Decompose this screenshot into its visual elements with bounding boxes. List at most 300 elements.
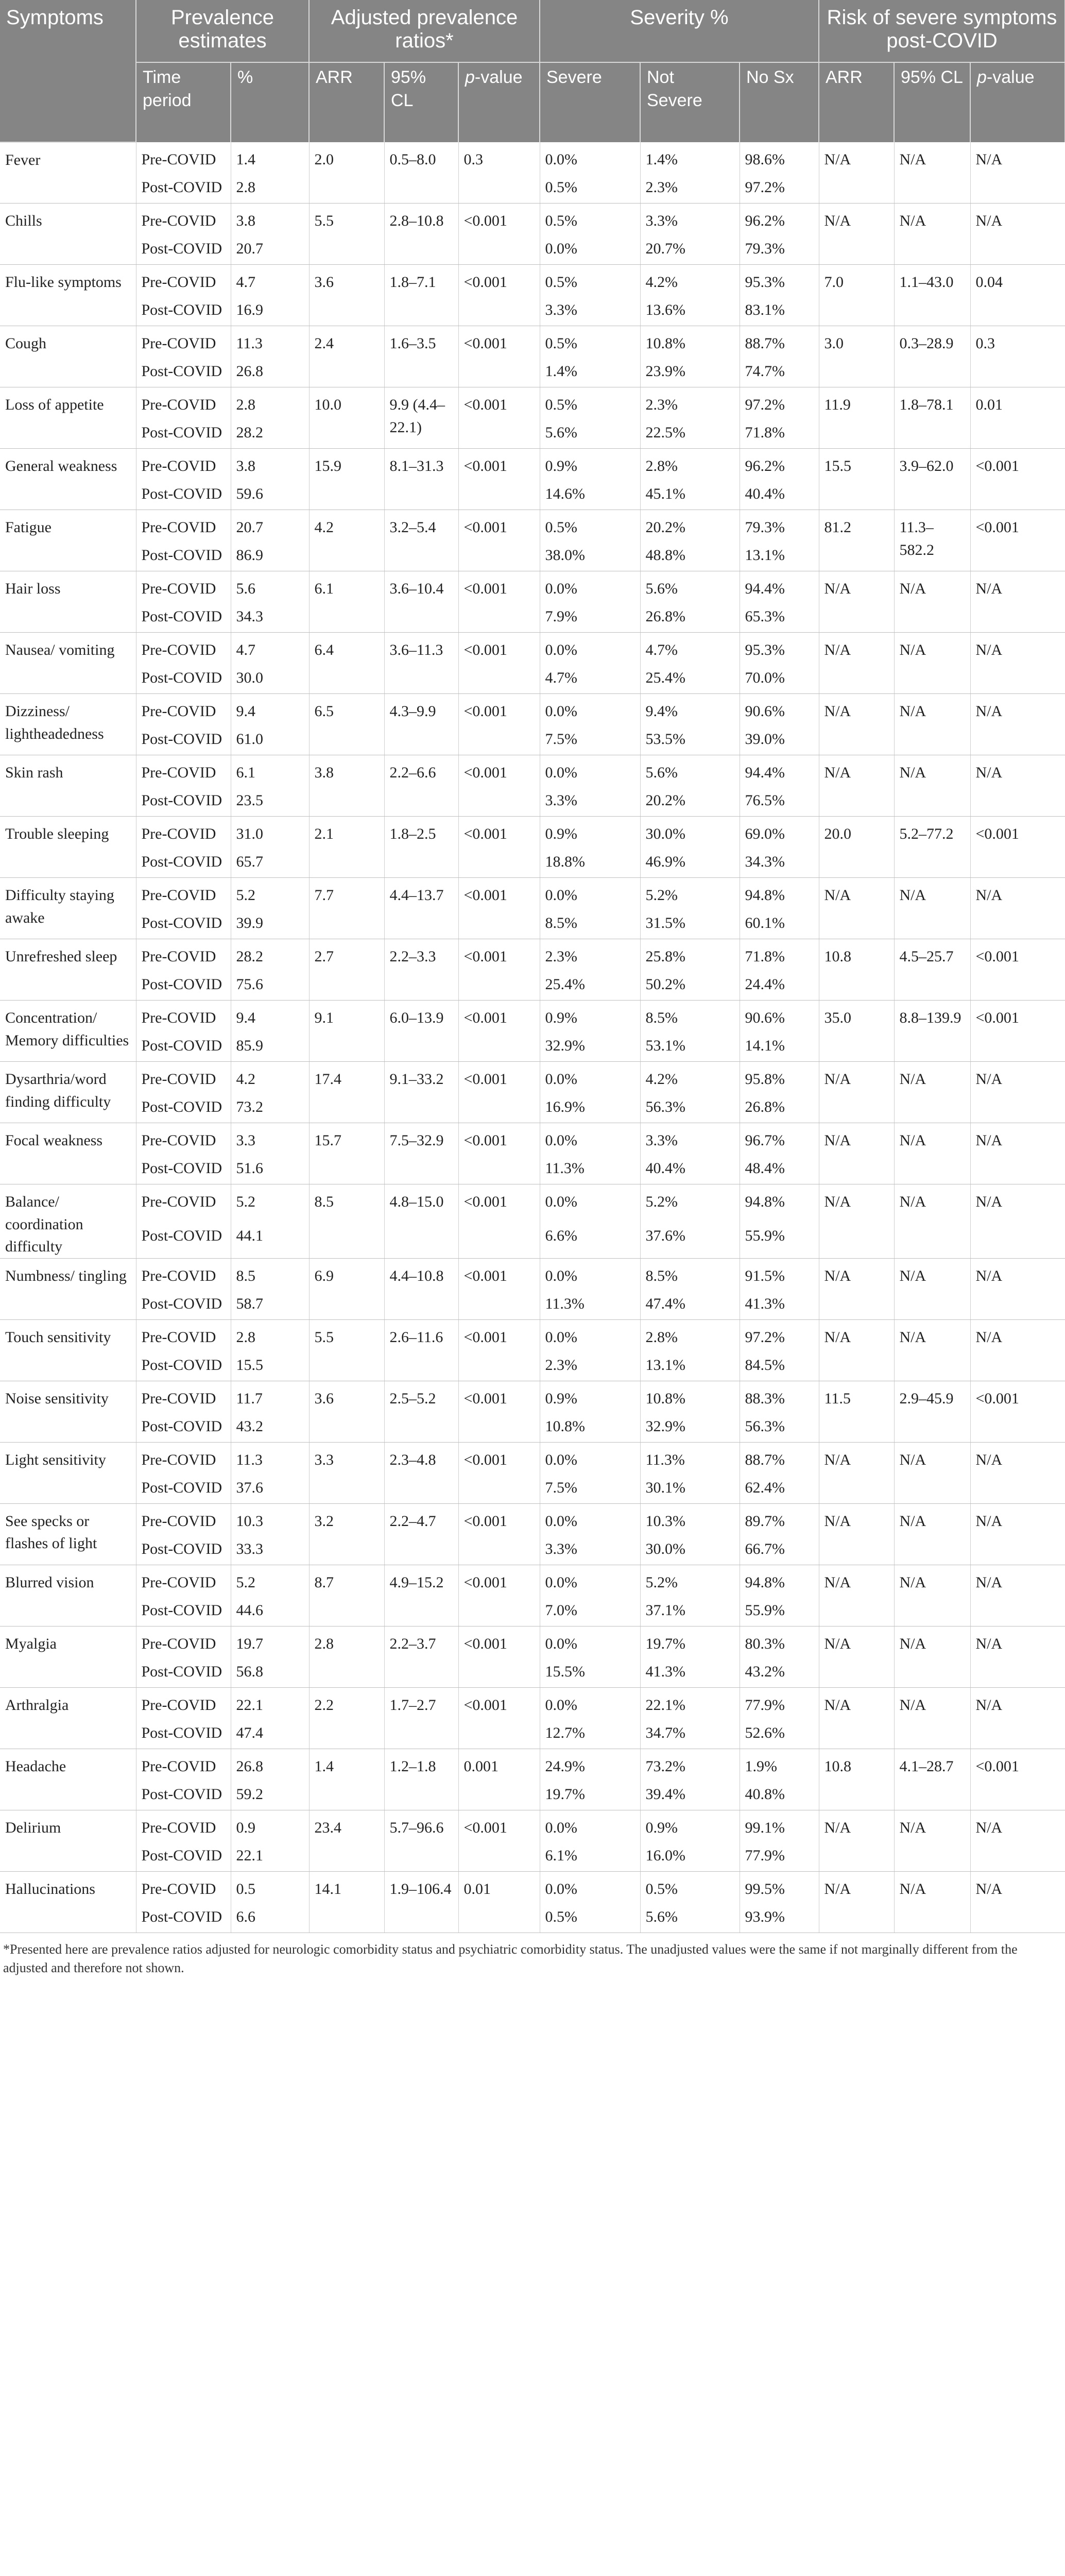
table-row <box>0 1503 1065 1535</box>
not-severe-post: 39.4% <box>640 1780 740 1810</box>
prevalence-post: 26.8 <box>231 357 309 387</box>
severe-post: 11.3% <box>540 1154 640 1184</box>
symptom-name: Difficulty staying awake <box>0 878 136 939</box>
time-period-pre: Pre-COVID <box>136 878 231 909</box>
not-severe-pre: 2.3% <box>640 387 740 419</box>
risk-confidence-limits: N/A <box>894 1626 970 1687</box>
severe-pre: 0.0% <box>540 1871 640 1903</box>
prevalence-pre: 22.1 <box>231 1687 309 1719</box>
prevalence-pre: 8.5 <box>231 1258 309 1290</box>
risk-arr: N/A <box>819 1871 894 1933</box>
prevalence-post: 51.6 <box>231 1154 309 1184</box>
no-sx-pre: 80.3% <box>740 1626 819 1657</box>
not-severe-post: 13.6% <box>640 296 740 326</box>
not-severe-pre: 8.5% <box>640 1258 740 1290</box>
header-risk-pvalue-italic: p <box>977 67 987 87</box>
adjusted-ratio: 5.5 <box>309 204 384 265</box>
risk-p-value: N/A <box>970 633 1065 694</box>
adjusted-ratio: 1.4 <box>309 1749 384 1810</box>
table-row <box>0 326 1065 358</box>
risk-p-value: N/A <box>970 1123 1065 1184</box>
time-period-pre: Pre-COVID <box>136 326 231 358</box>
risk-confidence-limits: 4.1–28.7 <box>894 1749 970 1810</box>
prevalence-pre: 0.9 <box>231 1810 309 1841</box>
symptom-name: Focal weakness <box>0 1123 136 1184</box>
p-value: <0.001 <box>458 1687 540 1749</box>
p-value: <0.001 <box>458 1810 540 1871</box>
not-severe-pre: 20.2% <box>640 510 740 541</box>
not-severe-post: 56.3% <box>640 1093 740 1123</box>
risk-arr: N/A <box>819 1687 894 1749</box>
severe-post: 32.9% <box>540 1031 640 1062</box>
risk-arr: N/A <box>819 694 894 755</box>
not-severe-post: 32.9% <box>640 1412 740 1443</box>
time-period-post: Post-COVID <box>136 418 231 449</box>
symptom-name: Hair loss <box>0 571 136 633</box>
time-period-pre: Pre-COVID <box>136 571 231 603</box>
header-adjusted-prevalence-ratios: Adjusted prevalence ratios* <box>309 0 540 62</box>
prevalence-pre: 20.7 <box>231 510 309 541</box>
risk-p-value: <0.001 <box>970 1381 1065 1442</box>
confidence-limits: 2.6–11.6 <box>384 1319 458 1381</box>
adjusted-ratio: 2.1 <box>309 817 384 878</box>
table-row <box>0 1626 1065 1657</box>
symptom-name: Skin rash <box>0 755 136 817</box>
time-period-post: Post-COVID <box>136 1903 231 1933</box>
time-period-pre: Pre-COVID <box>136 1503 231 1535</box>
risk-arr: N/A <box>819 1442 894 1503</box>
table-row <box>0 1565 1065 1596</box>
adjusted-ratio: 9.1 <box>309 1001 384 1062</box>
not-severe-pre: 4.7% <box>640 633 740 664</box>
symptom-name: Trouble sleeping <box>0 817 136 878</box>
severe-post: 6.1% <box>540 1841 640 1872</box>
no-sx-pre: 71.8% <box>740 939 819 971</box>
header-cl95: 95% CL <box>384 62 458 142</box>
no-sx-post: 56.3% <box>740 1412 819 1443</box>
symptom-name: Arthralgia <box>0 1687 136 1749</box>
p-value: <0.001 <box>458 1626 540 1687</box>
not-severe-pre: 8.5% <box>640 1001 740 1032</box>
risk-confidence-limits: 3.9–62.0 <box>894 449 970 510</box>
risk-arr: 20.0 <box>819 817 894 878</box>
severe-pre: 0.0% <box>540 571 640 603</box>
risk-p-value: <0.001 <box>970 939 1065 1001</box>
risk-arr: N/A <box>819 1258 894 1319</box>
prevalence-post: 86.9 <box>231 541 309 571</box>
not-severe-pre: 3.3% <box>640 1123 740 1155</box>
not-severe-post: 41.3% <box>640 1657 740 1688</box>
p-value: <0.001 <box>458 326 540 387</box>
prevalence-post: 15.5 <box>231 1351 309 1381</box>
time-period-post: Post-COVID <box>136 1841 231 1872</box>
confidence-limits: 3.6–11.3 <box>384 633 458 694</box>
time-period-pre: Pre-COVID <box>136 755 231 787</box>
severe-pre: 0.0% <box>540 1503 640 1535</box>
no-sx-post: 62.4% <box>740 1473 819 1504</box>
header-risk-pvalue-rest: -value <box>986 67 1035 87</box>
symptom-name: Cough <box>0 326 136 387</box>
no-sx-post: 43.2% <box>740 1657 819 1688</box>
prevalence-pre: 3.8 <box>231 449 309 480</box>
severe-post: 3.3% <box>540 786 640 817</box>
not-severe-pre: 2.8% <box>640 449 740 480</box>
no-sx-pre: 97.2% <box>740 1319 819 1351</box>
risk-arr: N/A <box>819 1319 894 1381</box>
prevalence-post: 44.1 <box>231 1222 309 1258</box>
prevalence-post: 28.2 <box>231 418 309 449</box>
severe-post: 11.3% <box>540 1290 640 1320</box>
time-period-pre: Pre-COVID <box>136 204 231 235</box>
no-sx-pre: 96.2% <box>740 204 819 235</box>
no-sx-post: 48.4% <box>740 1154 819 1184</box>
time-period-post: Post-COVID <box>136 1657 231 1688</box>
no-sx-pre: 88.7% <box>740 326 819 358</box>
adjusted-ratio: 15.9 <box>309 449 384 510</box>
prevalence-pre: 10.3 <box>231 1503 309 1535</box>
prevalence-post: 30.0 <box>231 664 309 694</box>
risk-p-value: N/A <box>970 878 1065 939</box>
time-period-pre: Pre-COVID <box>136 1749 231 1780</box>
prevalence-pre: 11.3 <box>231 1442 309 1473</box>
adjusted-ratio: 2.7 <box>309 939 384 1001</box>
not-severe-pre: 3.3% <box>640 204 740 235</box>
confidence-limits: 2.3–4.8 <box>384 1442 458 1503</box>
severe-post: 6.6% <box>540 1222 640 1258</box>
severe-post: 16.9% <box>540 1093 640 1123</box>
prevalence-post: 34.3 <box>231 602 309 633</box>
time-period-post: Post-COVID <box>136 848 231 878</box>
no-sx-post: 65.3% <box>740 602 819 633</box>
time-period-pre: Pre-COVID <box>136 510 231 541</box>
time-period-post: Post-COVID <box>136 1473 231 1504</box>
prevalence-pre: 5.2 <box>231 878 309 909</box>
risk-confidence-limits: 5.2–77.2 <box>894 817 970 878</box>
time-period-post: Post-COVID <box>136 725 231 755</box>
severe-pre: 0.0% <box>540 878 640 909</box>
time-period-post: Post-COVID <box>136 664 231 694</box>
not-severe-pre: 10.3% <box>640 1503 740 1535</box>
severe-post: 8.5% <box>540 909 640 939</box>
not-severe-pre: 73.2% <box>640 1749 740 1780</box>
header-severity: Severity % <box>540 0 819 62</box>
no-sx-pre: 88.3% <box>740 1381 819 1412</box>
severe-pre: 0.5% <box>540 510 640 541</box>
confidence-limits: 6.0–13.9 <box>384 1001 458 1062</box>
severe-pre: 0.9% <box>540 1001 640 1032</box>
risk-confidence-limits: N/A <box>894 1258 970 1319</box>
header-arr: ARR <box>309 62 384 142</box>
header-risk-severe: Risk of severe symptoms post-COVID <box>819 0 1065 62</box>
not-severe-pre: 10.8% <box>640 326 740 358</box>
table-row <box>0 1319 1065 1351</box>
symptom-name: Myalgia <box>0 1626 136 1687</box>
confidence-limits: 8.1–31.3 <box>384 449 458 510</box>
prevalence-post: 2.8 <box>231 173 309 204</box>
not-severe-pre: 1.4% <box>640 142 740 173</box>
symptom-name: Flu-like symptoms <box>0 265 136 326</box>
prevalence-post: 59.2 <box>231 1780 309 1810</box>
prevalence-post: 61.0 <box>231 725 309 755</box>
time-period-post: Post-COVID <box>136 173 231 204</box>
prevalence-post: 44.6 <box>231 1596 309 1626</box>
not-severe-pre: 5.6% <box>640 755 740 787</box>
no-sx-post: 52.6% <box>740 1719 819 1749</box>
no-sx-post: 70.0% <box>740 664 819 694</box>
not-severe-post: 37.1% <box>640 1596 740 1626</box>
time-period-post: Post-COVID <box>136 296 231 326</box>
risk-arr: N/A <box>819 1626 894 1687</box>
no-sx-pre: 95.8% <box>740 1062 819 1093</box>
p-value: <0.001 <box>458 265 540 326</box>
table-body <box>0 142 1065 1933</box>
table-row <box>0 694 1065 725</box>
adjusted-ratio: 8.5 <box>309 1184 384 1259</box>
severe-pre: 0.9% <box>540 1381 640 1412</box>
not-severe-post: 40.4% <box>640 1154 740 1184</box>
risk-p-value: N/A <box>970 1565 1065 1626</box>
risk-confidence-limits: N/A <box>894 1442 970 1503</box>
risk-p-value: N/A <box>970 1258 1065 1319</box>
no-sx-pre: 98.6% <box>740 142 819 173</box>
time-period-pre: Pre-COVID <box>136 387 231 419</box>
risk-arr: 3.0 <box>819 326 894 387</box>
symptom-name: Dizziness/ lightheadedness <box>0 694 136 755</box>
severe-post: 14.6% <box>540 480 640 510</box>
prevalence-pre: 26.8 <box>231 1749 309 1780</box>
no-sx-pre: 99.5% <box>740 1871 819 1903</box>
confidence-limits: 9.1–33.2 <box>384 1062 458 1123</box>
risk-confidence-limits: N/A <box>894 1687 970 1749</box>
no-sx-post: 26.8% <box>740 1093 819 1123</box>
prevalence-pre: 19.7 <box>231 1626 309 1657</box>
adjusted-ratio: 3.8 <box>309 755 384 817</box>
prevalence-pre: 4.7 <box>231 265 309 296</box>
not-severe-post: 13.1% <box>640 1351 740 1381</box>
severe-pre: 0.0% <box>540 142 640 173</box>
confidence-limits: 4.4–13.7 <box>384 878 458 939</box>
no-sx-pre: 96.7% <box>740 1123 819 1155</box>
symptom-name: Balance/ coordination difficulty <box>0 1184 136 1259</box>
risk-confidence-limits: N/A <box>894 755 970 817</box>
no-sx-pre: 90.6% <box>740 1001 819 1032</box>
not-severe-post: 53.1% <box>640 1031 740 1062</box>
no-sx-pre: 99.1% <box>740 1810 819 1841</box>
risk-arr: N/A <box>819 755 894 817</box>
symptom-name: Fever <box>0 142 136 204</box>
risk-confidence-limits: N/A <box>894 1062 970 1123</box>
header-severe: Severe <box>540 62 640 142</box>
table-header <box>0 0 1065 142</box>
table-row <box>0 571 1065 603</box>
table-row <box>0 1749 1065 1780</box>
time-period-post: Post-COVID <box>136 541 231 571</box>
time-period-pre: Pre-COVID <box>136 694 231 725</box>
severe-pre: 0.0% <box>540 633 640 664</box>
adjusted-ratio: 2.8 <box>309 1626 384 1687</box>
no-sx-post: 55.9% <box>740 1222 819 1258</box>
not-severe-post: 30.1% <box>640 1473 740 1504</box>
adjusted-ratio: 3.6 <box>309 1381 384 1442</box>
prevalence-post: 59.6 <box>231 480 309 510</box>
time-period-post: Post-COVID <box>136 1154 231 1184</box>
prevalence-pre: 6.1 <box>231 755 309 787</box>
p-value: <0.001 <box>458 510 540 571</box>
adjusted-ratio: 6.1 <box>309 571 384 633</box>
adjusted-ratio: 2.4 <box>309 326 384 387</box>
risk-p-value: <0.001 <box>970 449 1065 510</box>
symptom-name: Unrefreshed sleep <box>0 939 136 1001</box>
table-row <box>0 1871 1065 1903</box>
table-row <box>0 265 1065 296</box>
not-severe-post: 20.2% <box>640 786 740 817</box>
not-severe-pre: 2.8% <box>640 1319 740 1351</box>
prevalence-pre: 5.2 <box>231 1565 309 1596</box>
risk-arr: 15.5 <box>819 449 894 510</box>
risk-arr: N/A <box>819 1123 894 1184</box>
adjusted-ratio: 14.1 <box>309 1871 384 1933</box>
prevalence-post: 75.6 <box>231 970 309 1001</box>
not-severe-pre: 19.7% <box>640 1626 740 1657</box>
not-severe-pre: 11.3% <box>640 1442 740 1473</box>
time-period-post: Post-COVID <box>136 357 231 387</box>
risk-p-value: N/A <box>970 142 1065 204</box>
severe-pre: 0.0% <box>540 1626 640 1657</box>
severe-pre: 0.9% <box>540 817 640 848</box>
header-symptoms: Symptoms <box>0 0 136 142</box>
p-value: <0.001 <box>458 755 540 817</box>
risk-confidence-limits: N/A <box>894 633 970 694</box>
severe-pre: 0.5% <box>540 204 640 235</box>
symptom-name: Touch sensitivity <box>0 1319 136 1381</box>
not-severe-post: 48.8% <box>640 541 740 571</box>
not-severe-post: 47.4% <box>640 1290 740 1320</box>
not-severe-post: 45.1% <box>640 480 740 510</box>
risk-confidence-limits: N/A <box>894 571 970 633</box>
risk-arr: 11.9 <box>819 387 894 449</box>
no-sx-pre: 95.3% <box>740 633 819 664</box>
time-period-post: Post-COVID <box>136 1031 231 1062</box>
prevalence-pre: 11.3 <box>231 326 309 358</box>
risk-confidence-limits: 0.3–28.9 <box>894 326 970 387</box>
prevalence-post: 43.2 <box>231 1412 309 1443</box>
time-period-pre: Pre-COVID <box>136 1062 231 1093</box>
p-value: <0.001 <box>458 1565 540 1626</box>
no-sx-post: 41.3% <box>740 1290 819 1320</box>
confidence-limits: 2.8–10.8 <box>384 204 458 265</box>
header-pvalue-rest: -value <box>474 67 523 87</box>
severe-pre: 0.0% <box>540 694 640 725</box>
table-row <box>0 755 1065 787</box>
confidence-limits: 1.7–2.7 <box>384 1687 458 1749</box>
confidence-limits: 3.6–10.4 <box>384 571 458 633</box>
risk-p-value: N/A <box>970 694 1065 755</box>
p-value: <0.001 <box>458 694 540 755</box>
p-value: <0.001 <box>458 1184 540 1259</box>
risk-p-value: N/A <box>970 204 1065 265</box>
severe-post: 3.3% <box>540 1535 640 1565</box>
table-row <box>0 1442 1065 1473</box>
table-row <box>0 142 1065 173</box>
prevalence-pre: 2.8 <box>231 387 309 419</box>
table-row <box>0 387 1065 419</box>
prevalence-post: 6.6 <box>231 1903 309 1933</box>
prevalence-post: 58.7 <box>231 1290 309 1320</box>
not-severe-pre: 25.8% <box>640 939 740 971</box>
risk-p-value: <0.001 <box>970 1749 1065 1810</box>
table-row <box>0 1184 1065 1222</box>
adjusted-ratio: 2.2 <box>309 1687 384 1749</box>
prevalence-pre: 31.0 <box>231 817 309 848</box>
severe-pre: 0.0% <box>540 1184 640 1222</box>
not-severe-post: 30.0% <box>640 1535 740 1565</box>
no-sx-pre: 89.7% <box>740 1503 819 1535</box>
risk-arr: N/A <box>819 142 894 204</box>
symptom-name: Loss of appetite <box>0 387 136 449</box>
risk-confidence-limits: N/A <box>894 694 970 755</box>
adjusted-ratio: 10.0 <box>309 387 384 449</box>
symptom-name: See specks or flashes of light <box>0 1503 136 1565</box>
risk-arr: N/A <box>819 1062 894 1123</box>
adjusted-ratio: 2.0 <box>309 142 384 204</box>
symptom-name: Concentration/ Memory difficulties <box>0 1001 136 1062</box>
no-sx-post: 83.1% <box>740 296 819 326</box>
time-period-post: Post-COVID <box>136 234 231 265</box>
risk-confidence-limits: 11.3–582.2 <box>894 510 970 571</box>
severe-pre: 0.0% <box>540 1123 640 1155</box>
symptom-name: Dysarthria/word finding difficulty <box>0 1062 136 1123</box>
not-severe-post: 37.6% <box>640 1222 740 1258</box>
risk-p-value: N/A <box>970 1871 1065 1933</box>
time-period-pre: Pre-COVID <box>136 817 231 848</box>
not-severe-pre: 5.6% <box>640 571 740 603</box>
no-sx-post: 34.3% <box>740 848 819 878</box>
not-severe-pre: 10.8% <box>640 1381 740 1412</box>
time-period-pre: Pre-COVID <box>136 1687 231 1719</box>
severe-post: 19.7% <box>540 1780 640 1810</box>
risk-p-value: <0.001 <box>970 510 1065 571</box>
adjusted-ratio: 6.5 <box>309 694 384 755</box>
confidence-limits: 4.9–15.2 <box>384 1565 458 1626</box>
time-period-post: Post-COVID <box>136 480 231 510</box>
time-period-pre: Pre-COVID <box>136 1123 231 1155</box>
time-period-pre: Pre-COVID <box>136 633 231 664</box>
risk-arr: 7.0 <box>819 265 894 326</box>
prevalence-pre: 5.2 <box>231 1184 309 1222</box>
risk-p-value: 0.04 <box>970 265 1065 326</box>
severe-post: 7.9% <box>540 602 640 633</box>
risk-confidence-limits: N/A <box>894 1319 970 1381</box>
time-period-pre: Pre-COVID <box>136 1442 231 1473</box>
table-row <box>0 1123 1065 1155</box>
p-value: <0.001 <box>458 633 540 694</box>
no-sx-post: 74.7% <box>740 357 819 387</box>
adjusted-ratio: 7.7 <box>309 878 384 939</box>
adjusted-ratio: 8.7 <box>309 1565 384 1626</box>
risk-confidence-limits: N/A <box>894 1503 970 1565</box>
severe-pre: 0.5% <box>540 326 640 358</box>
not-severe-post: 25.4% <box>640 664 740 694</box>
table-row <box>0 449 1065 480</box>
not-severe-post: 34.7% <box>640 1719 740 1749</box>
p-value: <0.001 <box>458 1001 540 1062</box>
severe-pre: 0.0% <box>540 1442 640 1473</box>
time-period-pre: Pre-COVID <box>136 1871 231 1903</box>
risk-arr: N/A <box>819 1184 894 1259</box>
not-severe-pre: 0.5% <box>640 1871 740 1903</box>
risk-p-value: N/A <box>970 1184 1065 1259</box>
p-value: <0.001 <box>458 571 540 633</box>
